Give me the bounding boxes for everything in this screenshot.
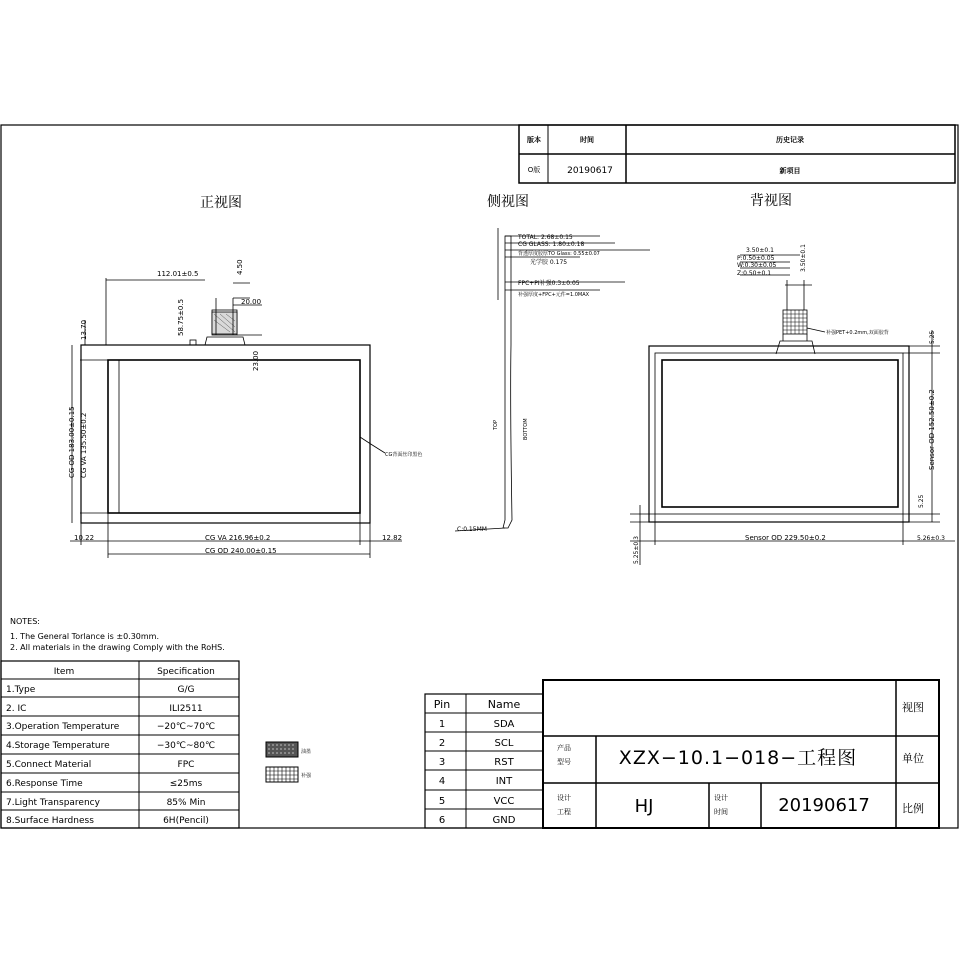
title-scale-label: 比例 bbox=[902, 802, 924, 815]
legend-stiffener-swatch bbox=[266, 767, 298, 782]
spec-value: 85% Min bbox=[166, 798, 206, 808]
side-bottom-label: BOTTOM bbox=[523, 418, 529, 440]
rev-history-value: 新项目 bbox=[779, 167, 801, 175]
pin-number: 5 bbox=[438, 796, 446, 807]
front-cg-va-height-dim: CG VA 135.50±0.2 bbox=[80, 412, 88, 478]
front-fpc-offset-dim: 4.50 bbox=[236, 259, 244, 275]
pin-header-name: Name bbox=[487, 698, 521, 711]
front-ink-note: CG背面丝印黑色 bbox=[385, 452, 423, 458]
back-stiffener-note: 补强PET+0.2mm,双面胶背 bbox=[826, 330, 889, 336]
title-view-label: 视图 bbox=[902, 701, 924, 714]
side-view bbox=[455, 228, 650, 531]
side-corner-dim: C:0.15MM bbox=[457, 526, 487, 533]
legend-ink-swatch bbox=[266, 742, 298, 757]
spec-value: 6H(Pencil) bbox=[163, 816, 209, 826]
side-top-label: TOP bbox=[493, 419, 499, 430]
back-pitch-2: P:0.50±0.05 bbox=[737, 255, 775, 262]
title-product-label-1: 产品 bbox=[557, 744, 571, 752]
legend-label-stiffener: 补强 bbox=[301, 773, 312, 779]
front-right-margin-dim: 12.82 bbox=[382, 534, 403, 542]
pin-name: SCL bbox=[494, 738, 514, 749]
title-date-label-2: 时间 bbox=[714, 808, 728, 816]
title-date: 20190617 bbox=[778, 795, 870, 816]
front-view-title: 正视图 bbox=[200, 195, 242, 211]
pin-number: 4 bbox=[438, 776, 446, 787]
spec-item: 7.Light Transparency bbox=[6, 798, 100, 808]
front-top-margin-dim: 13.70 bbox=[80, 319, 88, 340]
pin-name: SDA bbox=[493, 719, 515, 730]
side-view-title: 侧视图 bbox=[487, 194, 529, 210]
spec-item: 5.Connect Material bbox=[6, 760, 92, 770]
spec-value: −20℃~70℃ bbox=[156, 722, 216, 732]
back-active-area bbox=[662, 360, 898, 507]
legend-label-ink: 油墨 bbox=[301, 749, 312, 755]
front-ink-border bbox=[108, 360, 360, 513]
revision-table bbox=[519, 125, 955, 183]
rev-header-history: 历史记录 bbox=[776, 136, 804, 144]
front-fpc-gap-dim: 23.00 bbox=[252, 350, 260, 371]
spec-header-specification: Specification bbox=[157, 667, 215, 677]
back-sensor-height-dim: Sensor OD 152.50±0.2 bbox=[928, 389, 936, 470]
back-inner-margin-dim: 5.25 bbox=[918, 494, 925, 508]
spec-header-item: Item bbox=[53, 667, 75, 677]
front-left-margin-dim: 10.22 bbox=[74, 534, 95, 542]
front-view bbox=[70, 278, 402, 558]
spec-value: ≤25ms bbox=[169, 779, 203, 789]
front-top-width-dim: 112.01±0.5 bbox=[157, 270, 199, 278]
spec-item: 1.Type bbox=[6, 685, 36, 695]
side-cg-glass-dim: CG GLASS: 1.80±0.18 bbox=[518, 241, 585, 248]
side-fpc-total-dim: 补强厚度+FPC+元件=1.0MAX bbox=[518, 292, 590, 298]
back-pitch-3: W:0.30±0.05 bbox=[737, 262, 777, 269]
back-pitch-1: 3.50±0.1 bbox=[746, 247, 774, 254]
spec-item: 6.Response Time bbox=[6, 779, 83, 789]
front-view-area bbox=[119, 360, 360, 513]
notes-title: NOTES: bbox=[10, 617, 40, 626]
pin-number: 3 bbox=[438, 757, 446, 768]
spec-table bbox=[1, 661, 239, 828]
side-total-dim: TOTAL: 2.68±0.15 bbox=[518, 234, 573, 241]
pin-number: 1 bbox=[438, 719, 446, 730]
back-bottom-margin-dim: 5.25±0.3 bbox=[633, 536, 640, 564]
spec-value: ILI2511 bbox=[169, 704, 203, 714]
title-design-label-2: 工程 bbox=[557, 808, 571, 816]
spec-item: 2. IC bbox=[6, 704, 27, 714]
back-right-margin-dim: 5.26±0.3 bbox=[917, 535, 945, 542]
spec-item: 8.Surface Hardness bbox=[6, 816, 94, 826]
front-cg-outline bbox=[81, 345, 370, 523]
sheet-border bbox=[1, 125, 958, 828]
back-top-margin-dim: 5.25 bbox=[929, 330, 936, 344]
title-block bbox=[543, 680, 939, 828]
pin-name: RST bbox=[494, 757, 514, 768]
title-product-label-2: 型号 bbox=[557, 758, 571, 766]
pin-table bbox=[425, 694, 543, 828]
front-fpc-width-dim: 20.00 bbox=[241, 298, 262, 306]
front-cg-od-height-dim: CG OD 183.00±0.15 bbox=[68, 406, 76, 478]
spec-value: G/G bbox=[177, 685, 195, 695]
rev-header-time: 时间 bbox=[580, 136, 594, 144]
back-sensor-outline bbox=[655, 353, 903, 514]
back-fpc-stiffener bbox=[783, 310, 807, 334]
rev-header-version: 版本 bbox=[527, 136, 541, 144]
notes-line-2: 2. All materials in the drawing Comply with the RoHS. bbox=[10, 643, 225, 652]
side-fpc-pi-dim: FPC+PI补强0.3±0.05 bbox=[518, 280, 580, 287]
pin-name: VCC bbox=[493, 796, 515, 807]
back-glass-outline bbox=[649, 346, 909, 522]
title-design-label-1: 设计 bbox=[557, 794, 571, 802]
back-pitch-4: Z:0.50±0.1 bbox=[737, 270, 772, 277]
pin-number: 6 bbox=[438, 815, 446, 826]
pin-header-pin: Pin bbox=[433, 698, 451, 711]
title-date-label-1: 设计 bbox=[714, 794, 728, 802]
front-cg-od-width-dim: CG OD 240.00±0.15 bbox=[205, 547, 277, 555]
pin-name: GND bbox=[492, 815, 516, 826]
title-designer: HJ bbox=[634, 796, 654, 817]
front-cg-va-width-dim: CG VA 216.96±0.2 bbox=[205, 534, 271, 542]
title-product-name: XZX−10.1−018−工程图 bbox=[618, 747, 858, 769]
legend bbox=[266, 742, 312, 782]
spec-value: −30℃~80℃ bbox=[156, 741, 216, 751]
spec-item: 3.Operation Temperature bbox=[6, 722, 120, 732]
rev-version-value: O版 bbox=[527, 166, 541, 174]
notes-line-1: 1. The General Torlance is ±0.30mm. bbox=[10, 632, 160, 641]
back-sensor-width-dim: Sensor OD 229.50±0.2 bbox=[745, 534, 826, 542]
pin-name: INT bbox=[495, 776, 513, 787]
side-adhesive-dim: 背透厚度胶厚TO Glass: 0.55±0.07 bbox=[518, 251, 600, 257]
rev-time-value: 20190617 bbox=[567, 166, 613, 176]
spec-item: 4.Storage Temperature bbox=[6, 741, 110, 751]
back-view-title: 背视图 bbox=[750, 193, 792, 209]
pin-number: 2 bbox=[438, 738, 446, 749]
side-oca-dim: 光学胶 0.175 bbox=[530, 259, 568, 266]
title-unit-label: 单位 bbox=[902, 752, 924, 765]
front-fpc-length-dim: 58.75±0.5 bbox=[177, 298, 185, 336]
back-fpc-length-dim: 3.50±0.1 bbox=[800, 244, 807, 272]
back-view bbox=[630, 255, 955, 565]
spec-value: FPC bbox=[177, 760, 195, 770]
